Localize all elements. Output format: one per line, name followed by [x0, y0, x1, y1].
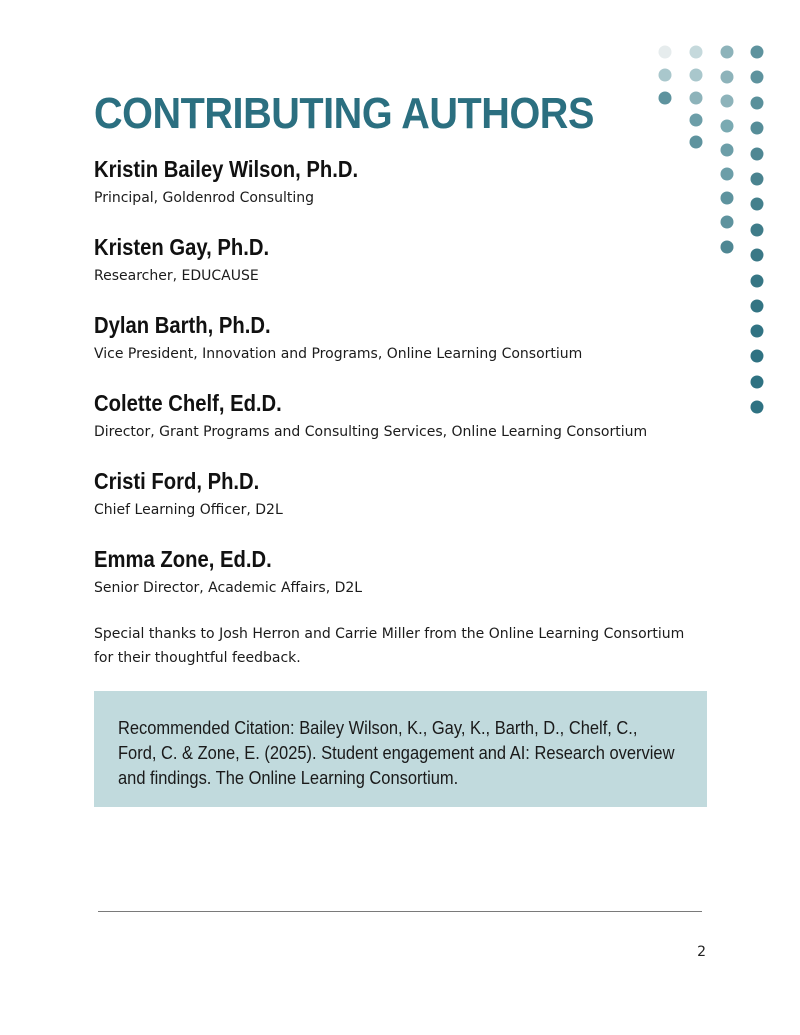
decorative-dot [751, 224, 764, 237]
author-role: Senior Director, Academic Affairs, D2L [94, 580, 363, 596]
author-list [94, 152, 714, 620]
decorative-dot [751, 401, 764, 414]
decorative-dot [690, 114, 703, 127]
decorative-dot [690, 69, 703, 82]
decorative-dot [721, 144, 734, 157]
decorative-dot [659, 92, 672, 105]
acknowledgement-text: Special thanks to Josh Herron and Carrie Miller from the Online Learning Consortium for their thoughtful feedback. [94, 626, 685, 666]
decorative-dot [721, 192, 734, 205]
author-entry [94, 542, 714, 620]
author-role: Chief Learning Officer, D2L [94, 502, 283, 518]
decorative-dot [751, 122, 764, 135]
author-role: Researcher, EDUCAUSE [94, 268, 259, 284]
decorative-dot [751, 148, 764, 161]
decorative-dot [721, 95, 734, 108]
decorative-dot [751, 71, 764, 84]
decorative-dot [721, 216, 734, 229]
author-entry [94, 230, 714, 308]
citation-box [94, 691, 707, 807]
author-name: Kristin Bailey Wilson, Ph.D. [94, 156, 359, 182]
author-entry [94, 464, 714, 542]
author-role: Director, Grant Programs and Consulting Services, Online Learning Consortium [94, 424, 648, 440]
decorative-dot [751, 376, 764, 389]
citation-text: Recommended Citation: Bailey Wilson, K., Gay, K., Barth, D., Chelf, C., Ford, C. & Zone, E. (2025). Student engagement and AI: Research overview and findings. The Online Learning Consortium. [118, 717, 675, 788]
decorative-dot [690, 136, 703, 149]
decorative-dot [751, 249, 764, 262]
author-entry [94, 386, 714, 464]
author-role: Principal, Goldenrod Consulting [94, 190, 314, 206]
author-role: Vice President, Innovation and Programs, Online Learning Consortium [94, 346, 583, 362]
decorative-dot [751, 198, 764, 211]
author-name: Dylan Barth, Ph.D. [94, 312, 271, 338]
author-name: Kristen Gay, Ph.D. [94, 234, 270, 260]
author-name: Cristi Ford, Ph.D. [94, 468, 260, 494]
author-name: Emma Zone, Ed.D. [94, 546, 272, 572]
author-entry [94, 152, 714, 230]
decorative-dot [659, 69, 672, 82]
author-name: Colette Chelf, Ed.D. [94, 390, 282, 416]
page-title: CONTRIBUTING AUTHORS [94, 89, 594, 138]
decorative-dot [721, 241, 734, 254]
decorative-dot [721, 71, 734, 84]
decorative-dot [751, 350, 764, 363]
author-entry [94, 308, 714, 386]
decorative-dot [721, 120, 734, 133]
decorative-dot [751, 325, 764, 338]
decorative-dot [721, 168, 734, 181]
decorative-dot [751, 46, 764, 59]
decorative-dot [690, 92, 703, 105]
decorative-dot [751, 97, 764, 110]
decorative-dot [659, 46, 672, 59]
page-number: 2 [697, 944, 706, 960]
decorative-dot [751, 275, 764, 288]
decorative-dot [751, 173, 764, 186]
decorative-dot [721, 46, 734, 59]
decorative-dot [690, 46, 703, 59]
decorative-dot [751, 300, 764, 313]
footer-divider [98, 911, 702, 912]
